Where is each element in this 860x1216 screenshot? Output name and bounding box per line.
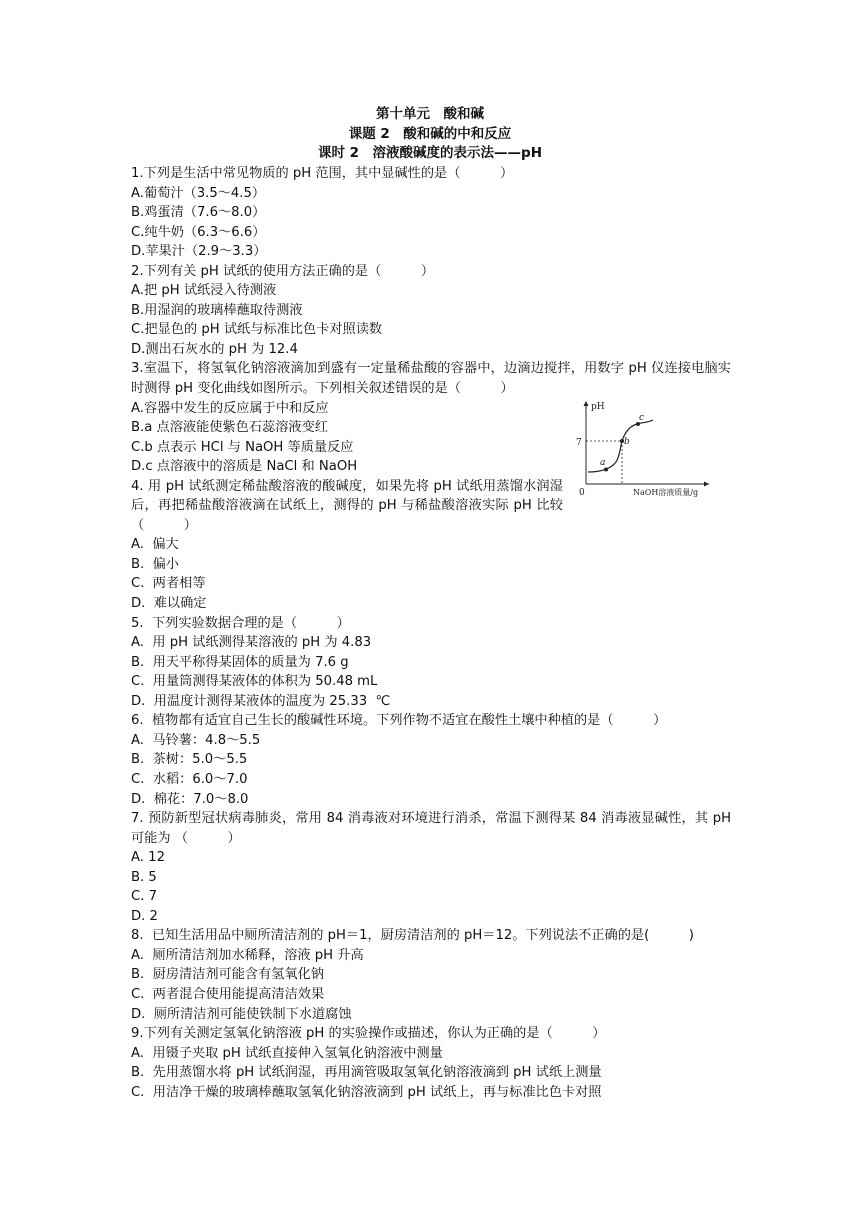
- topic-title: 课题 2 酸和碱的中和反应: [348, 125, 512, 142]
- option-b: B. 茶树：5.0～5.5: [131, 752, 248, 768]
- point-b-label: b: [624, 437, 630, 447]
- option-c: C. 用洁净干燥的玻璃棒蘸取氢氧化钠溶液滴到 pH 试纸上，再与标准比色卡对照: [131, 1084, 602, 1100]
- lesson-title: 课时 2 溶液酸碱度的表示法——pH: [317, 145, 543, 161]
- option-c: C. 两者混合使用能提高清洁效果: [131, 986, 325, 1002]
- question-8: [131, 926, 731, 1024]
- option-d: D.苹果汁（2.9～3.3）: [131, 244, 267, 260]
- question-7: [131, 809, 731, 926]
- option-c: C. 7: [131, 889, 157, 905]
- point-a: [604, 468, 608, 472]
- question-stem: 3.室温下，将氢氧化钠溶液滴加到盛有一定量稀盐酸的容器中，边滴边搅拌，用数字 pH 仪连接电脑实时测得 pH 变化曲线如图所示。下列相关叙述错误的是（ ）: [131, 361, 731, 397]
- option-c: C.b 点表示 HCl 与 NaOH 等质量反应: [131, 439, 354, 455]
- option-a: A.把 pH 试纸浸入待测液: [131, 283, 277, 299]
- unit-title: 第十单元 酸和碱: [376, 106, 484, 122]
- option-c: C. 用量筒测得某液体的体积为 50.48 mL: [131, 674, 378, 690]
- headings: [0, 105, 860, 164]
- option-d: D. 难以确定: [131, 596, 207, 612]
- origin-label: 0: [579, 488, 585, 498]
- option-d: D.c 点溶液中的溶质是 NaCl 和 NaOH: [131, 459, 358, 475]
- option-d: D.测出石灰水的 pH 为 12.4: [131, 341, 298, 357]
- option-d: D. 2: [131, 908, 158, 924]
- option-c: C. 两者相等: [131, 576, 206, 592]
- option-b: B. 先用蒸馏水将 pH 试纸润湿，再用滴管吸取氢氧化钠溶液滴到 pH 试纸上测量: [131, 1065, 602, 1081]
- ph-curve-figure: [575, 398, 715, 500]
- option-a: A.容器中发生的反应属于中和反应: [131, 400, 329, 416]
- option-b: B. 5: [131, 869, 157, 885]
- question-9: [131, 1024, 731, 1102]
- option-a: A. 厕所清洁剂加水稀释，溶液 pH 升高: [131, 947, 364, 963]
- option-a: A. 偏大: [131, 537, 179, 553]
- option-c: C.把显色的 pH 试纸与标准比色卡对照读数: [131, 322, 383, 338]
- x-axis-label: NaOH溶液质量/g: [633, 488, 699, 497]
- ph-curve: [588, 420, 653, 472]
- y-tick-label-7: 7: [576, 438, 582, 448]
- point-a-label: a: [600, 458, 606, 468]
- option-a: A.葡萄汁（3.5～4.5）: [131, 185, 266, 201]
- option-c: C.纯牛奶（6.3～6.6）: [131, 224, 266, 240]
- option-b: B. 用天平称得某固体的质量为 7.6 g: [131, 654, 349, 670]
- option-b: B.用湿润的玻璃棒蘸取待测液: [131, 302, 303, 318]
- option-a: A. 12: [131, 850, 165, 866]
- point-c-label: c: [639, 413, 645, 423]
- ph-curve-svg: [575, 398, 715, 500]
- question-stem: 4. 用 pH 试纸测定稀盐酸溶液的酸碱度，如果先将 pH 试纸用蒸馏水润湿后，再把稀盐酸溶液滴在试纸上，测得的 pH 与稀盐酸溶液实际 pH 比较（ ）: [131, 478, 563, 533]
- question-5: [131, 614, 731, 712]
- option-c: C. 水稻：6.0～7.0: [131, 771, 248, 787]
- question-stem: 5. 下列实验数据合理的是（ ）: [131, 615, 350, 631]
- option-b: B.鸡蛋清（7.6～8.0）: [131, 205, 266, 221]
- option-b: B. 偏小: [131, 556, 179, 572]
- option-a: A. 用 pH 试纸测得某溶液的 pH 为 4.83: [131, 635, 372, 651]
- question-6: [131, 711, 731, 809]
- question-list: [131, 164, 731, 1102]
- y-axis-label: pH: [591, 402, 605, 412]
- question-stem: 6. 植物都有适宜自己生长的酸碱性环境。下列作物不适宜在酸性土壤中种植的是（ ）: [131, 713, 667, 729]
- option-a: A. 马铃薯：4.8～5.5: [131, 732, 261, 748]
- option-d: D. 厕所清洁剂可能使铁制下水道腐蚀: [131, 1006, 352, 1022]
- y-axis-arrow: [584, 401, 589, 406]
- question-stem: 9.下列有关测定氢氧化钠溶液 pH 的实验操作或描述，你认为正确的是（ ）: [131, 1026, 606, 1042]
- option-d: D. 棉花：7.0～8.0: [131, 791, 249, 807]
- question-stem: 1.下列是生活中常见物质的 pH 范围，其中显碱性的是（ ）: [131, 166, 514, 181]
- question-2: [131, 262, 731, 360]
- x-axis-arrow: [704, 482, 709, 487]
- option-b: B.a 点溶液能使紫色石蕊溶液变红: [131, 420, 328, 436]
- question-stem: 7. 预防新型冠状病毒肺炎，常用 84 消毒液对环境进行消杀，常温下测得某 84 消毒液显碱性，其 pH 可能为 （ ）: [131, 811, 731, 846]
- option-b: B. 厨房清洁剂可能含有氢氧化钠: [131, 967, 325, 983]
- question-1: [131, 164, 731, 262]
- option-d: D. 用温度计测得某液体的温度为 25.33 ℃: [131, 693, 391, 709]
- question-stem: 8. 已知生活用品中厕所清洁剂的 pH＝1，厨房清洁剂的 pH＝12。下列说法不正确的是( ): [131, 928, 694, 944]
- option-a: A. 用镊子夹取 pH 试纸直接伸入氢氧化钠溶液中测量: [131, 1045, 443, 1061]
- question-stem: 2.下列有关 pH 试纸的使用方法正确的是（ ）: [131, 263, 435, 279]
